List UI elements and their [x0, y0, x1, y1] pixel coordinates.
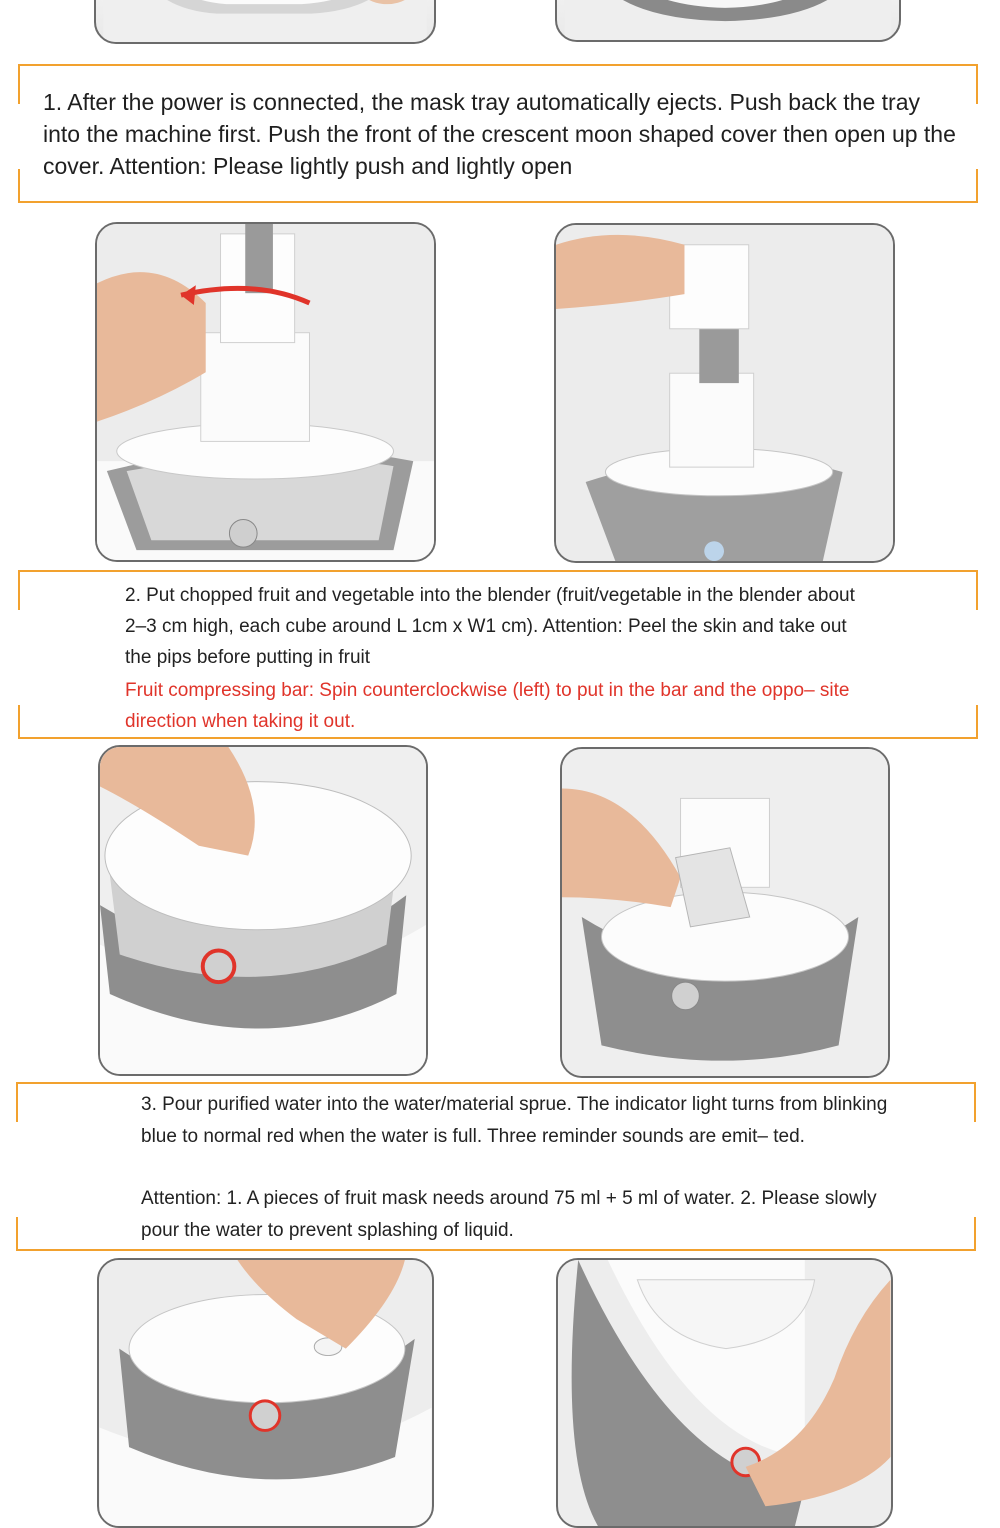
open-cover-photo	[98, 745, 428, 1076]
cover-illustration-icon	[100, 747, 426, 1074]
machine-illustration-icon	[557, 0, 899, 40]
lift-bar-illustration-icon	[556, 225, 893, 561]
step-2-box	[18, 570, 978, 739]
add-tablet-photo	[97, 1258, 434, 1528]
press-button-photo	[556, 1258, 893, 1528]
step-3-box	[16, 1082, 976, 1251]
step-2-text: 2. Put chopped fruit and vegetable into the blender (fruit/vegetable in the blender about 2–3 cm high, each cube around L 1cm x W1 cm). Attention: Peel the skin and take out the pips before putting in fruit	[125, 585, 855, 668]
tablet-illustration-icon	[99, 1260, 432, 1526]
machine-illustration-icon	[96, 0, 434, 42]
step-3-attention: Attention: 1. A pieces of fruit mask needs around 75 ml + 5 ml of water. 2. Please slowly pour the water to prevent splashing of liquid.	[141, 1188, 877, 1241]
rotate-bar-illustration-icon	[97, 224, 434, 560]
step-1-text: 1. After the power is connected, the mask tray automatically ejects. Push back the tray into the machine first. Push the front of the crescent moon shaped cover then open up the cover. Attention: Please lightly push and lightly open	[43, 89, 956, 179]
compressing-bar-rotate-photo	[95, 222, 436, 562]
step-2-note: Fruit compressing bar: Spin counterclockwise (left) to put in the bar and the oppo– site direction when taking it out.	[125, 680, 850, 732]
button-press-illustration-icon	[558, 1260, 891, 1526]
compressing-bar-lift-photo	[554, 223, 895, 563]
cup-illustration-icon	[562, 749, 888, 1076]
machine-top-photo-right	[555, 0, 901, 42]
machine-top-photo-left	[94, 0, 436, 44]
step-3-text: 3. Pour purified water into the water/material sprue. The indicator light turns from blinking blue to normal red when the water is full. Three reminder sounds are emit– ted.	[141, 1094, 888, 1147]
insert-cup-photo	[560, 747, 890, 1078]
step-1-box	[18, 64, 978, 203]
